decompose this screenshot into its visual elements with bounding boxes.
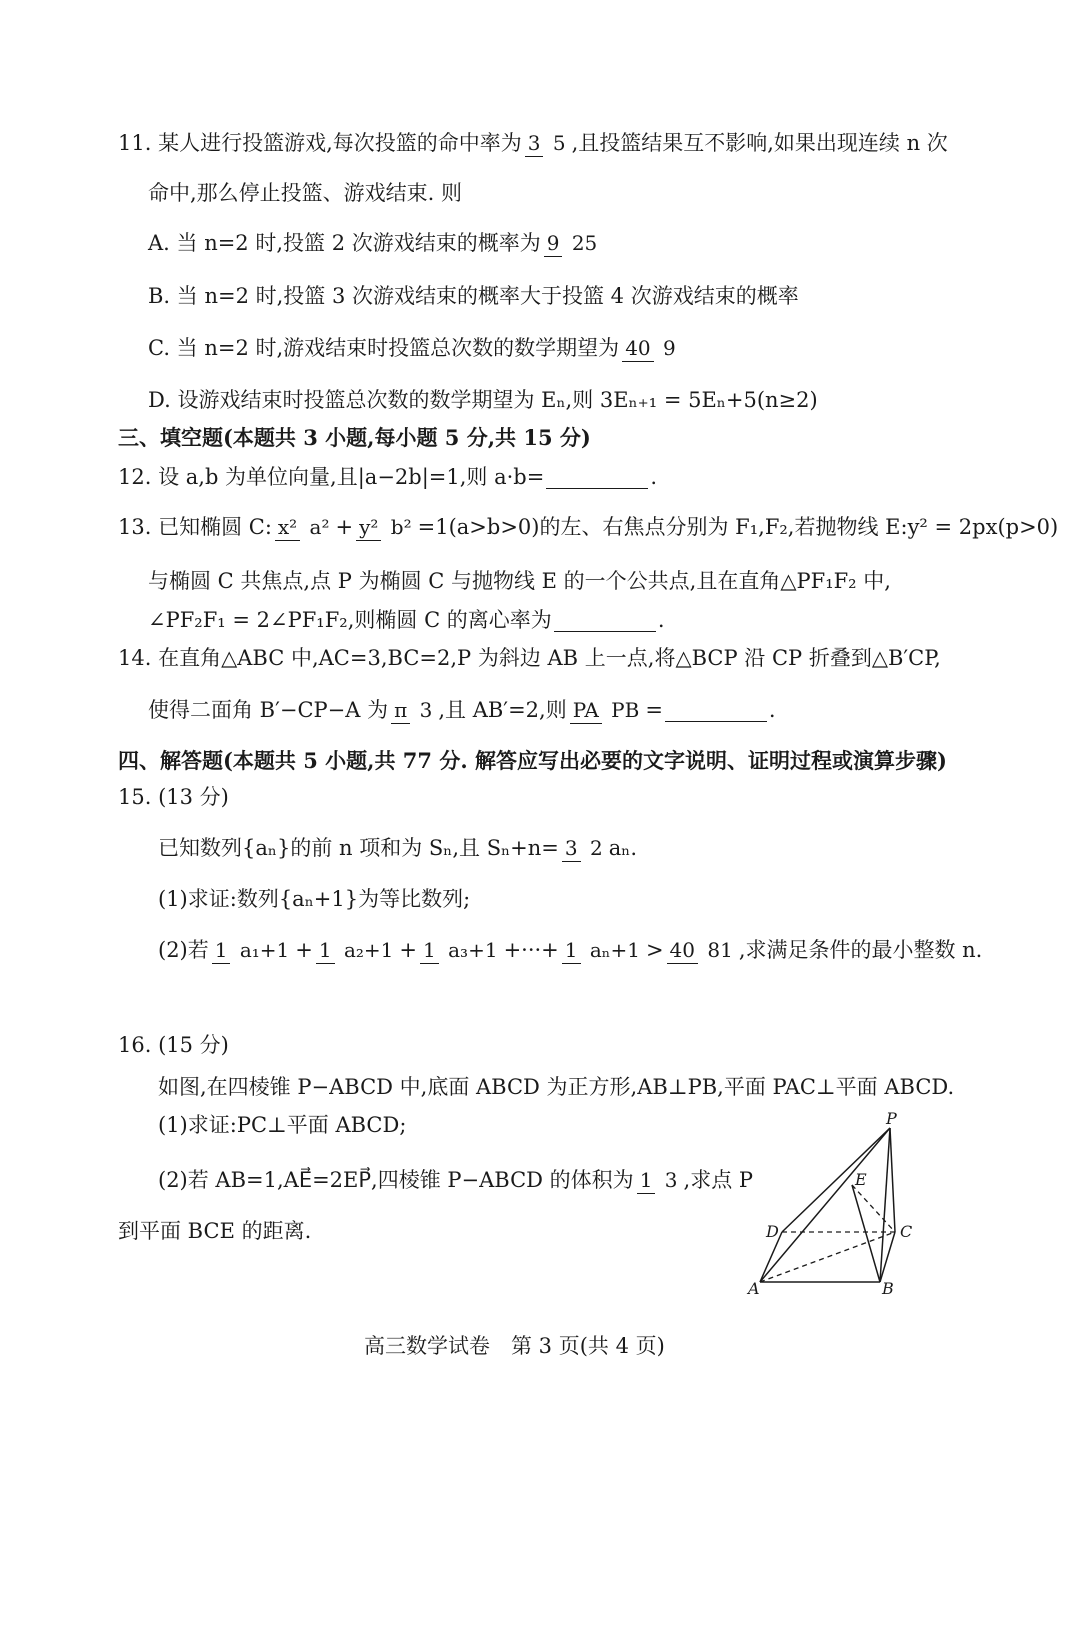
q11-fraction: 3 5 [525,133,569,154]
q11-line2: 命中,那么停止投篮、游戏结束. 则 [148,181,463,205]
label-d: D [766,1222,779,1241]
q14-ratio-fraction: PA PB [570,700,643,721]
q12-answer-blank [546,466,648,489]
label-e: E [855,1170,867,1189]
q14-line1: 14. 在直角△ABC 中,AC=3,BC=2,P 为斜边 AB 上一点,将△BCP 沿 CP 折叠到△B′CP, [118,646,941,670]
q15-term-2: 1 a₂+1 [316,940,397,961]
q13-fraction-x: x² a² [275,517,333,538]
q16-part1: (1)求证:PC⊥平面 ABCD; [158,1113,407,1137]
q11-stem-text-2: ,且投篮结果互不影响,如果出现连续 n 次 [571,131,948,155]
q11-stem-text: 11. 某人进行投篮游戏,每次投篮的命中率为 [118,131,522,155]
q13-line1: 13. 已知椭圆 C: x² a² + y² b² =1(a>b>0)的左、右焦点分别为 F₁,F₂,若抛物线 E:y² = 2px(p>0) [118,514,1059,539]
q15-part2: (2)若 1 a₁+1 + 1 a₂+1 + 1 a₃+1 +···+ 1 aₙ+1 > 40 81 ,求满足条件的最小整数 n. [158,937,983,962]
q14-line2: 使得二面角 B′−CP−A 为 π 3 ,且 AB′=2,则 PA PB = . [148,697,776,722]
q16-volume-fraction: 1 3 [637,1170,681,1191]
q11-option-a: A. 当 n=2 时,投篮 2 次游戏结束的概率为 9 25 [148,228,603,258]
section4-heading: 四、解答题(本题共 5 小题,共 77 分. 解答应写出必要的文字说明、证明过程或演算步骤) [118,748,947,773]
q15-term-3: 1 a₃+1 [420,940,501,961]
edge-pb [880,1128,890,1282]
q11-option-a-fraction: 9 25 [544,233,601,254]
q14-answer-blank [665,699,767,722]
label-p: P [886,1110,897,1128]
q13-answer-blank [554,609,656,632]
q13-line3: ∠PF₂F₁ = 2∠PF₁F₂,则椭圆 C 的离心率为 . [148,608,665,632]
q11-option-c: C. 当 n=2 时,游戏结束时投篮总次数的数学期望为 40 9 [148,333,682,363]
q13-line2: 与椭圆 C 共焦点,点 P 为椭圆 C 与抛物线 E 的一个公共点,且在直角△PF₁F₂ 中, [148,569,891,593]
q15-stem: 已知数列{aₙ}的前 n 项和为 Sₙ,且 Sₙ+n= 3 2 aₙ. [158,835,637,860]
section3-heading: 三、填空题(本题共 3 小题,每小题 5 分,共 15 分) [118,425,591,450]
q16-stem: 如图,在四棱锥 P−ABCD 中,底面 ABCD 为正方形,AB⊥PB,平面 PAC⊥平面 ABCD. [158,1075,955,1099]
label-a: A [748,1279,760,1298]
label-c: C [900,1222,913,1241]
q12-line: 12. 设 a,b 为单位向量,且|a−2b|=1,则 a·b= . [118,465,658,489]
q15-part1: (1)求证:数列{aₙ+1}为等比数列; [158,887,471,911]
q11-option-d: D. 设游戏结束时投篮总次数的数学期望为 Eₙ,则 3Eₙ₊₁ = 5Eₙ+5(n≥2) [148,388,818,412]
q11-line1 [118,128,948,158]
edge-pc [890,1128,895,1232]
q16-head: 16. (15 分) [118,1033,229,1057]
q13-fraction-y: y² b² [356,517,415,538]
q14-pi-fraction: π 3 [391,700,435,721]
q16-part2-line2: 到平面 BCE 的距离. [118,1219,312,1243]
q15-rhs-fraction: 40 81 [667,940,736,961]
q16-part2: (2)若 AB=1,AE⃗=2EP⃗,四棱锥 P−ABCD 的体积为 1 3 ,求点 P [158,1167,753,1192]
page-footer: 高三数学试卷 第 3 页(共 4 页) [364,1334,665,1358]
q11-option-c-fraction: 40 9 [622,338,679,359]
edge-pd [782,1128,890,1232]
pyramid-figure [740,1110,930,1300]
label-b: B [882,1279,894,1298]
q15-head: 15. (13 分) [118,785,229,809]
q11-option-b: B. 当 n=2 时,投篮 3 次游戏结束的概率大于投篮 4 次游戏结束的概率 [148,284,799,308]
q15-stem-fraction: 3 2 [562,838,606,859]
q15-term-1: 1 a₁+1 [212,940,293,961]
q15-term-n: 1 aₙ+1 [562,940,643,961]
